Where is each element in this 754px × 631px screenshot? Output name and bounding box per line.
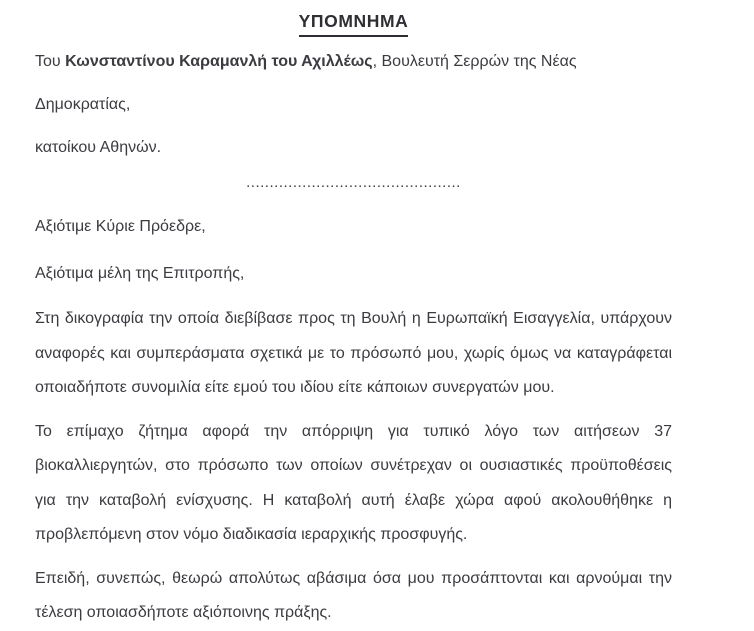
author-paragraph xyxy=(35,40,672,169)
paragraph-line: προβλεπόμενη στον νόμο διαδικασία ιεραρχικής προσφυγής. xyxy=(35,526,468,543)
paragraph-line: Επειδή, συνεπώς, θεωρώ απολύτως αβάσιμα όσα μου προσάπτονται και αρνούμαι την xyxy=(35,569,672,587)
dotted-separator: .............................................. xyxy=(246,174,461,191)
paragraph-line: βιοκαλλιεργητών, στο πρόσωπο των οποίων συνέτρεχαν οι ουσιαστικές προϋποθέσεις xyxy=(35,457,672,474)
author-title-suffix: , Βουλευτή Σερρών της Νέας Δημοκρατίας, xyxy=(35,53,577,113)
paragraph-denial xyxy=(35,562,672,631)
paragraph-line: για την καταβολή ενίσχυσης. Η καταβολή αυτή έλαβε χώρα αφού ακολουθήθηκε η xyxy=(35,491,672,509)
title-row xyxy=(35,8,672,34)
paragraph-disputed-issue xyxy=(35,415,672,553)
paragraph-line: αναφορές και συμπεράσματα σχετικά με το πρόσωπό μου, χωρίς όμως να καταγράφεται xyxy=(35,344,672,362)
paragraph-line: τέλεση οποιασδήποτε αξιόποινης πράξης. xyxy=(35,604,332,621)
author-residence: κατοίκου Αθηνών. xyxy=(35,139,162,156)
author-name: Κωνσταντίνου Καραμανλή του Αχιλλέως xyxy=(65,53,373,70)
paragraph-case-file xyxy=(35,302,672,406)
paragraph-line: Στη δικογραφία την οποία διεβίβασε προς τη Βουλή η Ευρωπαϊκή Εισαγγελία, υπάρχουν xyxy=(35,310,672,327)
paragraph-line: Το επίμαχο ζήτημα αφορά την απόρριψη για τυπικό λόγο των αιτήσεων 37 xyxy=(35,422,672,440)
memo-title: ΥΠΟΜΝΗΜΑ xyxy=(299,8,409,37)
salutation-committee-members: Αξιότιμα μέλη της Επιτροπής, xyxy=(35,265,245,282)
paragraph-line: οποιαδήποτε συνομιλία είτε εμού του ιδίου είτε κάποιων συνεργατών μου. xyxy=(35,379,555,396)
author-prefix: Του xyxy=(35,53,66,70)
salutation-president: Αξιότιμε Κύριε Πρόεδρε, xyxy=(35,218,206,235)
